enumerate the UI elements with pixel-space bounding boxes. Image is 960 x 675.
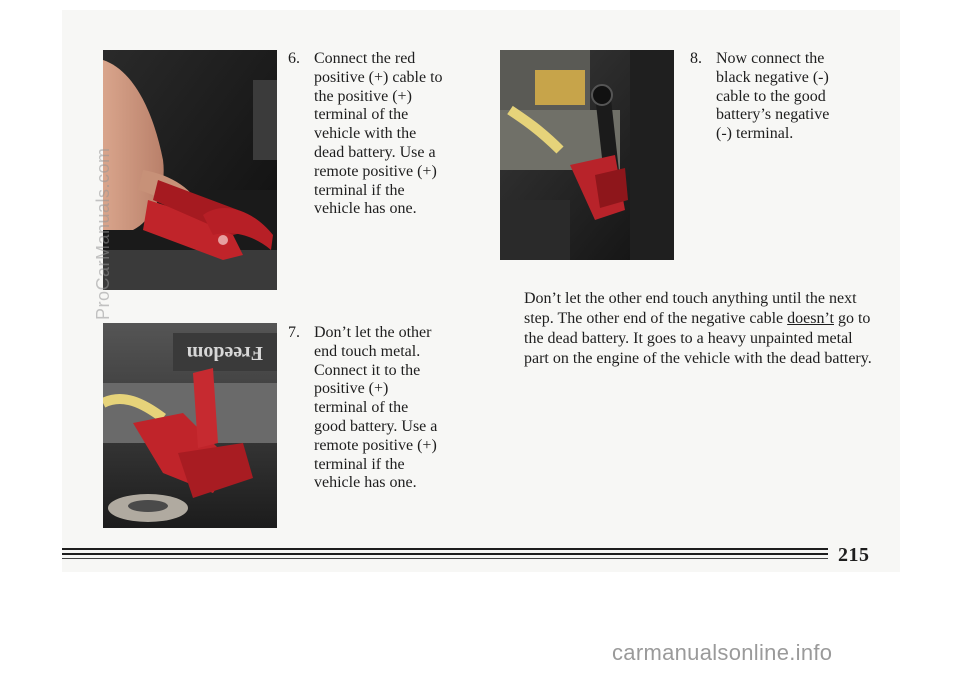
step-6-line: the positive (+) — [314, 87, 412, 105]
warning-note — [524, 289, 874, 369]
watermark-side: ProCarManuals.com — [93, 147, 113, 320]
step-7-line: Don’t let the other — [314, 324, 432, 341]
footer-rule — [62, 553, 828, 555]
step-7-line: remote positive (+) — [314, 436, 437, 454]
step-6-line: vehicle with the — [314, 125, 417, 143]
note-underlined: doesn’t — [787, 310, 834, 327]
step-8-line: battery’s negative — [716, 106, 830, 124]
step-6-number: 6. — [288, 50, 300, 67]
step-8-number: 8. — [690, 50, 702, 67]
step-8-line: black negative (-) — [716, 68, 829, 86]
footer-rule — [62, 548, 828, 550]
step-6-line: dead battery. Use a — [314, 143, 436, 161]
note-text-before: Don’t let the other end touch anything until the next step. The other end of the negative cable — [524, 290, 857, 327]
step-7-line: vehicle has one. — [314, 474, 417, 492]
step-7-line: terminal if the — [314, 455, 405, 473]
photo-black-clamp-negative — [500, 50, 674, 260]
step-6-line: Connect the red — [314, 50, 416, 67]
step-6-text — [314, 50, 443, 219]
step-7-text — [314, 324, 437, 493]
step-7-line: positive (+) — [314, 380, 389, 398]
step-7-line: terminal of the — [314, 399, 409, 417]
photo-red-clamp-dead-battery — [103, 50, 277, 290]
step-8-line: Now connect the — [716, 50, 825, 67]
step-6-line: vehicle has one. — [314, 200, 417, 218]
step-6-line: remote positive (+) — [314, 162, 437, 180]
step-6-line: terminal of the — [314, 106, 409, 124]
watermark-bottom: carmanualsonline.info — [612, 640, 833, 665]
step-6-line: positive (+) cable to — [314, 68, 443, 86]
step-7-line: good battery. Use a — [314, 417, 438, 435]
footer-rule — [62, 558, 828, 559]
step-8-line: (-) terminal. — [716, 125, 794, 143]
step-8-line: cable to the good — [716, 87, 826, 105]
step-8-text — [716, 50, 829, 144]
step-7-line: end touch metal. — [314, 342, 421, 360]
note-text-after: go to the dead battery. It goes to a heavy unpainted metal part on the engine of the vehicle with the dead battery. — [524, 310, 872, 367]
step-7-line: Connect it to the — [314, 361, 421, 379]
battery-label-text: Freedom — [186, 342, 263, 364]
step-6-line: terminal if the — [314, 181, 405, 199]
page-number: 215 — [838, 544, 870, 566]
photo-red-clamp-good-battery — [103, 323, 277, 528]
step-7-number: 7. — [288, 324, 300, 341]
